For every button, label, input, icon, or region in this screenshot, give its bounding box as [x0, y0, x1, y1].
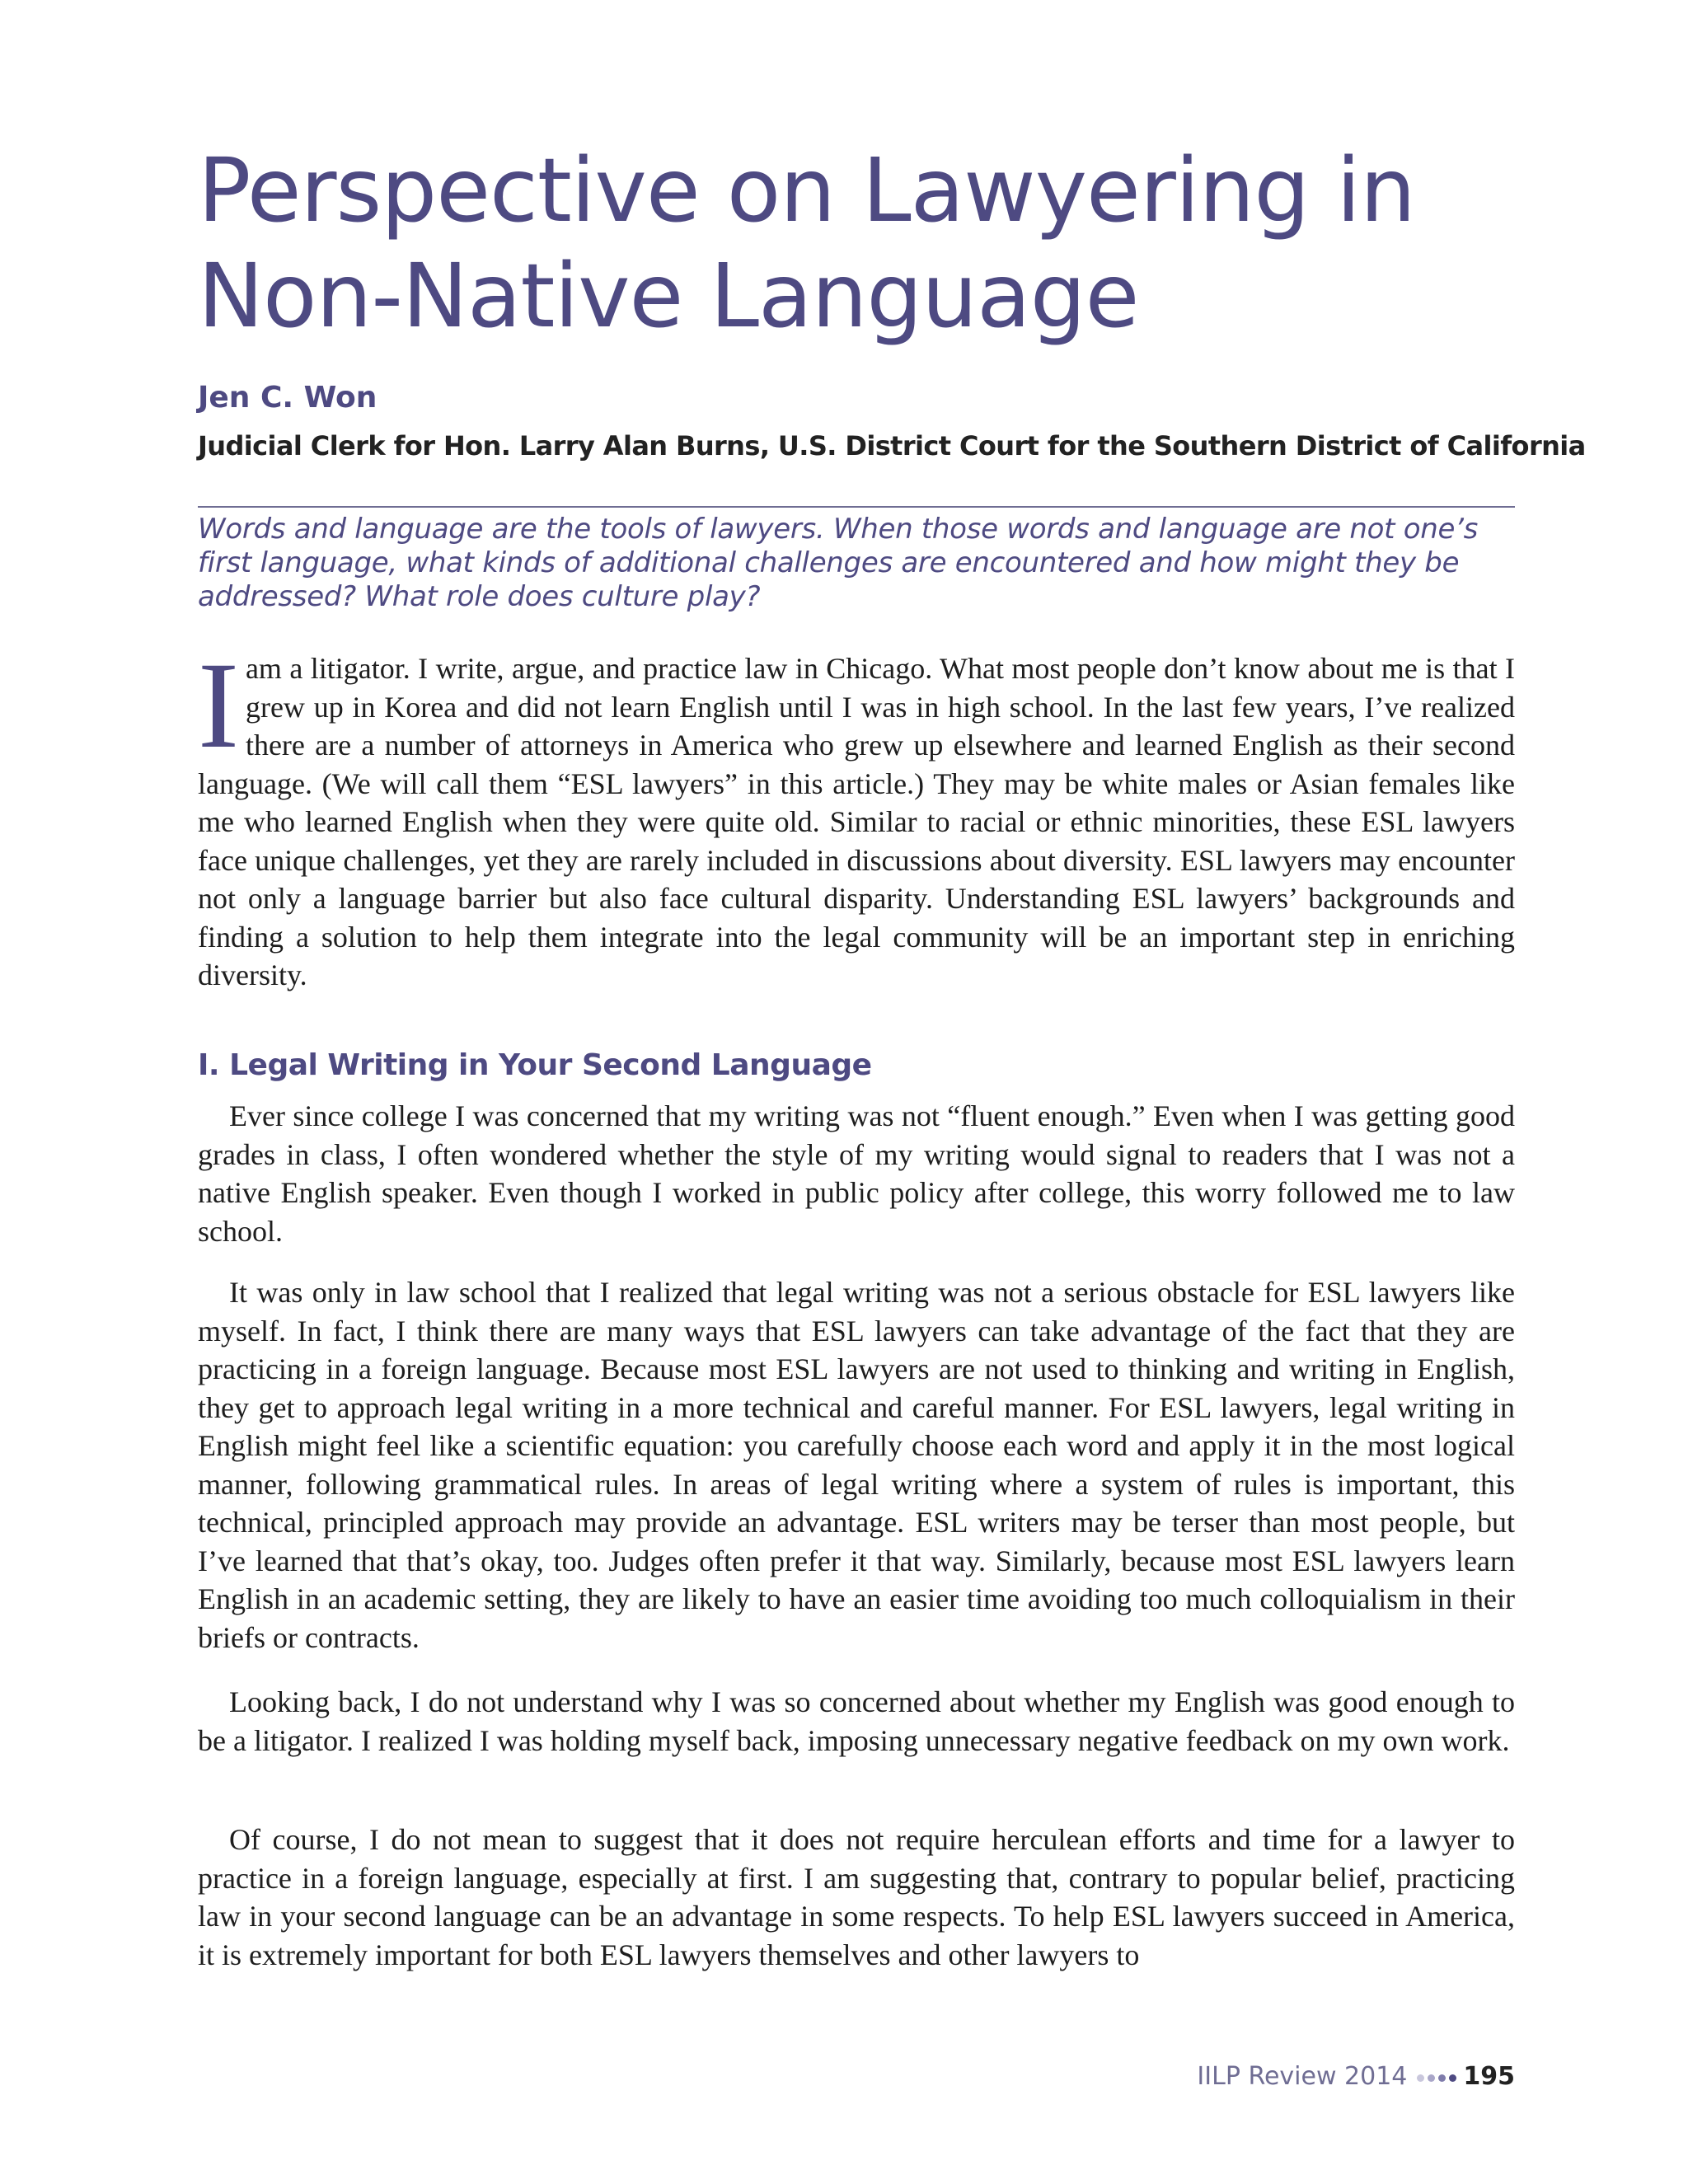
intro-paragraph: [198, 637, 1515, 995]
body-paragraph: It was only in law school that I realized that legal writing was not a serious obstacle for ESL lawyers like myself. In fact, I think there are many ways that ESL lawyers can take advantage of the fact that they are practicing in a foreign language. Because most ESL lawyers are not used to thinking and writing in English, they get to approach legal writing in a more technical and careful manner. For ESL lawyers, legal writing in English might feel like a scientific equation: you carefully choose each word and apply it in the most logical manner, following grammatical rules. In areas of legal writing where a system of rules is important, this technical, principled approach may provide an advantage. ESL writers may be terser than most people, but I’ve learned that that’s okay, too. Judges often prefer it that way. Similarly, because most ESL lawyers learn English in an academic setting, they are likely to have an easier time avoiding too much colloquialism in their briefs or contracts.: [198, 1276, 1515, 1654]
drop-cap: I: [198, 637, 239, 774]
author-affiliation: Judicial Clerk for Hon. Larry Alan Burns, U.S. District Court for the Southern District of California: [198, 430, 1586, 462]
footer-dot: [1438, 2074, 1446, 2082]
body-paragraph: Ever since college I was concerned that my writing was not “fluent enough.” Even when I was getting good grades in class, I often wondered whether the style of my writing would signal to readers that I was not a native English speaker. Even though I worked in public policy after college, this worry followed me to law school.: [198, 1099, 1515, 1248]
page-number: 195: [1463, 2062, 1515, 2091]
divider-rule: [198, 506, 1515, 508]
title-line-2: Non-Native Language: [198, 246, 1139, 348]
section-heading: I. Legal Writing in Your Second Language: [198, 1048, 872, 1082]
author-name: Jen C. Won: [198, 381, 377, 415]
page-footer: [1197, 2062, 1515, 2092]
body-paragraph: Looking back, I do not understand why I was so concerned about whether my English was good enough to be a litigator. I realized I was holding myself back, imposing unnecessary negative feedback on my own work.: [198, 1685, 1515, 1757]
footer-dot: [1417, 2074, 1424, 2082]
footer-dot: [1428, 2074, 1435, 2082]
article-abstract: Words and language are the tools of lawyers. When those words and language are not one’s first language, what kinds of additional challenges are encountered and how might they be addressed? What role does culture play?: [198, 513, 1478, 613]
publication-name: IILP Review 2014: [1197, 2062, 1408, 2091]
article-title: [198, 138, 1415, 349]
footer-dots-ornament: [1415, 2063, 1458, 2092]
title-line-1: Perspective on Lawyering in: [198, 140, 1415, 242]
footer-dot: [1449, 2074, 1456, 2082]
intro-text: am a litigator. I write, argue, and practice law in Chicago. What most people don’t know about me is that I grew up in Korea and did not learn English until I was in high school. In the last few years, I’ve realized there are a number of attorneys in America who grew up elsewhere and learned English as their second language. (We will call them “ESL lawyers” in this article.) They may be white males or Asian females like me who learned English when they were quite old. Similar to racial or ethnic minorities, these ESL lawyers face unique challenges, yet they are rarely included in discussions about diversity. ESL lawyers may encounter not only a language barrier but also face cultural disparity. Understanding ESL lawyers’ backgrounds and finding a solution to help them integrate into the legal community will be an important step in enriching diversity.: [198, 652, 1515, 991]
body-paragraph: Of course, I do not mean to suggest that it does not require herculean efforts and time for a lawyer to practice in a foreign language, especially at first. I am suggesting that, contrary to popular belief, practicing law in your second language can be an advantage in some respects. To help ESL lawyers succeed in America, it is extremely important for both ESL lawyers themselves and other lawyers to: [198, 1823, 1515, 1971]
